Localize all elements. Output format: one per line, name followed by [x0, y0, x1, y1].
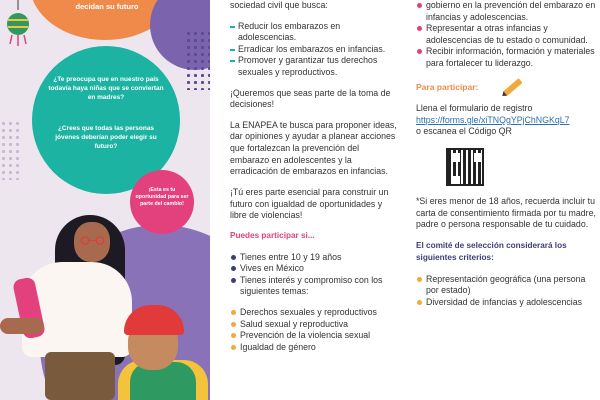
glasses-icon [78, 236, 108, 245]
pink-callout-text: ¡Esta es tu oportunidad para ser parte del cambio! [135, 187, 189, 208]
list-item: Vives en México [230, 263, 400, 275]
qr-code-icon[interactable] [446, 148, 484, 186]
question-text-1: ¿Te preocupa que en nuestro país todavía haya niñas que se conviertan en madres? [48, 76, 164, 101]
girl-arm [0, 318, 44, 334]
list-item: Tienes entre 10 y 19 años [230, 252, 400, 264]
form-text: Llena el formulario de registro [416, 103, 533, 114]
intro-text: sociedad civil que busca: [230, 0, 328, 10]
list-item: Igualdad de género [230, 342, 400, 354]
minor-note: *Si eres menor de 18 años, recuerda incluir tu carta de consentimiento firmada por tu madre, padre o persona responsable de tu cuidado. [416, 196, 596, 230]
list-item: Representación geográfica (una persona por estado) [416, 274, 596, 297]
qr-text: o escanea el Código QR [416, 126, 512, 137]
conditions-list [230, 252, 400, 298]
list-item: Erradicar los embarazos en infancias. [230, 44, 400, 56]
list-item-continued: gobierno en la prevención del embarazo en infancias y adolescencias. [416, 0, 596, 23]
roles-list [416, 0, 596, 70]
list-item: Derechos sexuales y reproductivos [230, 307, 400, 319]
list-item: Recibir información, formación y materiales para fortalecer tu liderazgo. [416, 46, 596, 69]
girl-skirt [45, 352, 115, 400]
dot-pattern [185, 30, 210, 90]
criteria-list [416, 274, 596, 309]
right-column [416, 0, 596, 317]
list-item: Reducir los embarazos en adolescencias. [230, 21, 400, 44]
dot-pattern-left [0, 120, 22, 180]
participate-if-heading: Puedes participar si... [230, 230, 315, 240]
topics-list [230, 307, 400, 353]
list-item: Salud sexual y reproductiva [230, 319, 400, 331]
illustration-panel [0, 0, 210, 400]
orange-bubble-text: decidan su futuro [75, 2, 139, 11]
list-item: Tienes interés y compromiso con los siguientes temas: [230, 275, 400, 298]
enapea-text: La ENAPEA te busca para proponer ideas, dar opiniones y ayudar a planear acciones que fortalezcan la prevención del embarazo en adolescentes y la erradicación de embarazos en infancias. [230, 119, 397, 177]
list-item: Diversidad de infancias y adolescencias [416, 297, 596, 309]
pencil-icon [503, 79, 522, 96]
question-text-2: ¿Crees que todas las personas jóvenes deberían poder elegir su futuro? [55, 125, 157, 150]
goals-list [230, 21, 400, 79]
pinata-icon [4, 0, 32, 46]
list-item: Promover y garantizar tus derechos sexuales y reproductivos. [230, 55, 400, 78]
list-item: Representar a otras infancias y adolescencias de tu estado o comunidad. [416, 23, 596, 46]
committee-heading: El comité de selección considerará los siguientes criterios: [416, 240, 567, 263]
participate-heading: Para participar: [416, 81, 479, 92]
invite-text: ¡Queremos que seas parte de la toma de decisiones! [230, 87, 391, 110]
middle-column [230, 0, 400, 362]
list-item: Prevención de la violencia sexual [230, 330, 400, 342]
form-link[interactable]: https://forms.gle/xiTNQgYPjChNGKqL7 [416, 114, 570, 125]
participate-heading-row [416, 82, 596, 94]
essential-text: ¡Tú eres parte esencial para construir un futuro con igualdad de oportunidades y libre de violencias! [230, 186, 389, 221]
